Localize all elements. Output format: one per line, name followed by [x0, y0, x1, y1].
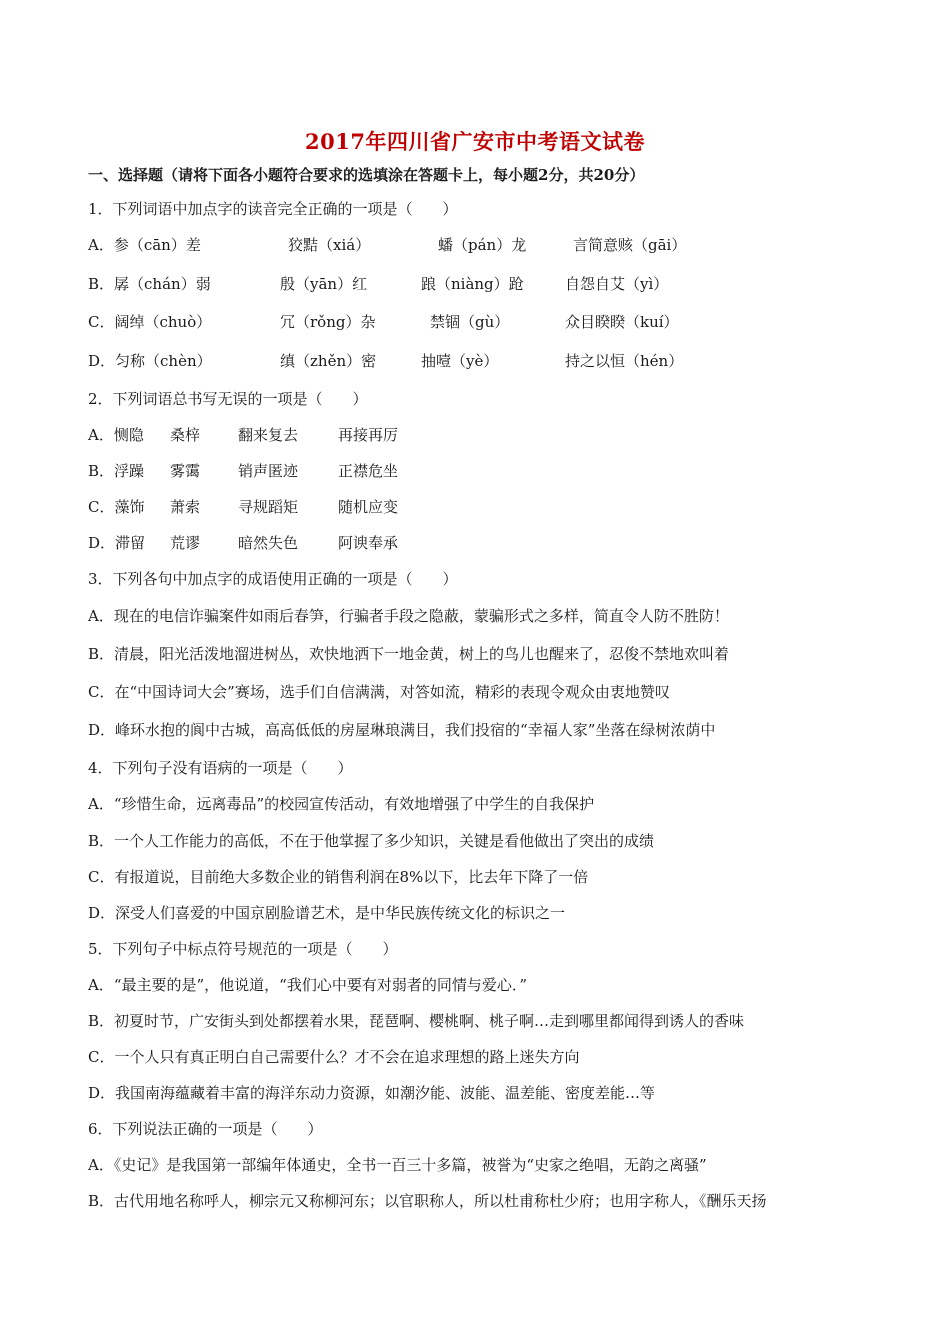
question-4-option-d: D．深受人们喜爱的中国京剧脸谱艺术，是中华民族传统文化的标识之一 [88, 904, 566, 922]
option-cell: 荒谬 [170, 534, 201, 552]
option-cell: 禁锢（gù） [430, 313, 510, 331]
question-2-stem: 2．下列词语总书写无误的一项是（ ） [88, 390, 368, 408]
question-4-option-c: C．有报道说，目前绝大多数企业的销售利润在8%以下，比去年下降了一倍 [88, 868, 589, 886]
option-cell: 踉（niàng）跄 [421, 275, 524, 293]
question-5-option-c: C．一个人只有真正明白自己需要什么？才不会在追求理想的路上迷失方向 [88, 1048, 580, 1066]
option-cell: 正襟危坐 [338, 462, 399, 480]
option-cell: 再接再厉 [338, 426, 399, 444]
option-cell: 缜（zhěn）密 [280, 352, 377, 370]
option-cell: B．孱（chán）弱 [88, 275, 211, 293]
question-6-stem: 6．下列说法正确的一项是（ ） [88, 1120, 323, 1138]
option-cell: 随机应变 [338, 498, 399, 516]
option-cell: 蟠（pán）龙 [438, 236, 527, 254]
option-cell: 众目睽睽（kuí） [565, 313, 679, 331]
option-cell: 暗然失色 [238, 534, 299, 552]
option-cell: 抽噎（yè） [421, 352, 499, 370]
option-cell: 翻来复去 [238, 426, 299, 444]
option-cell: C．藻饰 [88, 498, 145, 516]
option-cell: 言简意赅（gāi） [573, 236, 687, 254]
option-cell: 寻规蹈矩 [238, 498, 299, 516]
option-cell: A．恻隐 [88, 426, 144, 444]
question-5-option-a: A．“最主要的是”，他说道，“我们心中要有对弱者的同情与爱心．” [88, 976, 528, 994]
question-5-stem: 5．下列句子中标点符号规范的一项是（ ） [88, 940, 398, 958]
option-cell: 持之以恒（hén） [565, 352, 684, 370]
option-cell: 销声匿迹 [238, 462, 299, 480]
option-cell: A．参（cān）差 [88, 236, 201, 254]
question-3-option-d: D．峰环水抱的阆中古城，高高低低的房屋琳琅满目，我们投宿的“幸福人家”坐落在绿树浓荫中 [88, 721, 716, 739]
question-4-stem: 4．下列句子没有语病的一项是（ ） [88, 759, 353, 777]
option-cell: 狡黠（xiá） [288, 236, 371, 254]
option-cell: 雾霭 [170, 462, 201, 480]
option-cell: 冗（rǒng）杂 [280, 313, 376, 331]
question-3-stem: 3．下列各句中加点字的成语使用正确的一项是（ ） [88, 570, 458, 588]
option-cell: 阿谀奉承 [338, 534, 399, 552]
question-5-option-d: D．我国南海蕴藏着丰富的海洋东动力资源，如潮汐能、波能、温差能、密度差能…等 [88, 1084, 656, 1102]
option-cell: B．浮躁 [88, 462, 145, 480]
option-cell: 萧索 [170, 498, 201, 516]
question-3-option-a: A．现在的电信诈骗案件如雨后春笋，行骗者手段之隐蔽，蒙骗形式之多样，简直令人防不胜防！ [88, 607, 729, 625]
exam-title: 2017年四川省广安市中考语文试卷 [305, 129, 645, 154]
option-cell: D．匀称（chèn） [88, 352, 212, 370]
option-cell: 殷（yān）红 [280, 275, 368, 293]
question-3-option-c: C．在“中国诗词大会”赛场，选手们自信满满，对答如流，精彩的表现令观众由衷地赞叹 [88, 683, 670, 701]
question-3-option-b: B．清晨，阳光活泼地溜进树丛，欢快地洒下一地金黄，树上的鸟儿也醒来了，忍俊不禁地欢叫着 [88, 645, 730, 663]
option-cell: 自怨自艾（yì） [565, 275, 669, 293]
question-1-stem: 1．下列词语中加点字的读音完全正确的一项是（ ） [88, 200, 458, 218]
section-heading: 一、选择题（请将下面各小题符合要求的选填涂在答题卡上，每小题2分，共20分） [88, 166, 645, 184]
option-cell: C．阔绰（chuò） [88, 313, 212, 331]
question-6-option-a: A．《史记》是我国第一部编年体通史，全书一百三十多篇，被誉为“史家之绝唱，无韵之离骚” [88, 1156, 707, 1174]
option-cell: 桑梓 [170, 426, 201, 444]
question-4-option-b: B．一个人工作能力的高低，不在于他掌握了多少知识，关键是看他做出了突出的成绩 [88, 832, 655, 850]
question-5-option-b: B．初夏时节，广安街头到处都摆着水果，琵琶啊、樱桃啊、桃子啊…走到哪里都闻得到诱人的香味 [88, 1012, 745, 1030]
question-4-option-a: A．“珍惜生命，远离毒品”的校园宣传活动，有效地增强了中学生的自我保护 [88, 795, 595, 813]
option-cell: D．滞留 [88, 534, 146, 552]
question-6-option-b: B．古代用地名称呼人，柳宗元又称柳河东；以官职称人，所以杜甫称杜少府；也用字称人，《酬乐天扬 [88, 1192, 767, 1210]
